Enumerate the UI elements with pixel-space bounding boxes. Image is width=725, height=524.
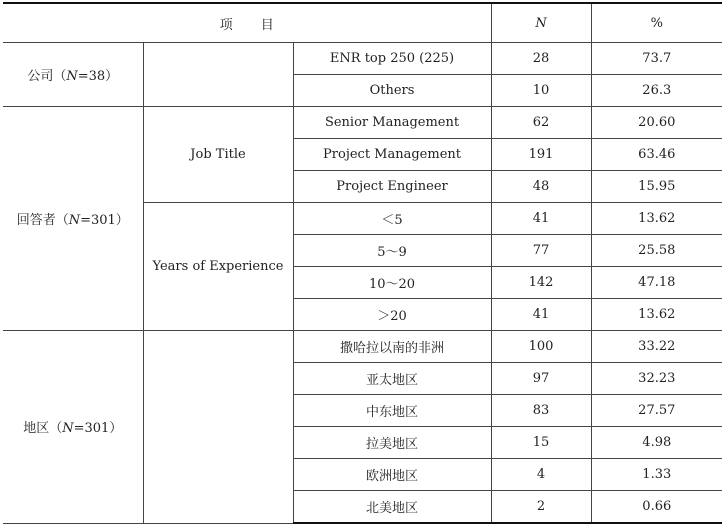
- row-pct: 0.66: [591, 491, 722, 524]
- row-item: Project Management: [293, 139, 491, 171]
- header-row: [3, 3, 722, 43]
- header-n: N: [491, 3, 591, 43]
- row-item: ENR top 250 (225): [293, 43, 491, 75]
- row-n: 83: [491, 395, 591, 427]
- row-pct: 13.62: [591, 299, 722, 331]
- row-item: 10～20: [293, 267, 491, 299]
- row-pct: 63.46: [591, 139, 722, 171]
- row-pct: 32.23: [591, 363, 722, 395]
- row-item: 5～9: [293, 235, 491, 267]
- row-item: Senior Management: [293, 107, 491, 139]
- row-pct: 47.18: [591, 267, 722, 299]
- region-subgroup-empty: [143, 331, 293, 524]
- row-item: 中东地区: [293, 395, 491, 427]
- row-item: 撒哈拉以南的非洲: [293, 331, 491, 363]
- job-title-label: Job Title: [143, 107, 293, 203]
- table-row: [3, 331, 722, 363]
- row-n: 41: [491, 203, 591, 235]
- row-pct: 4.98: [591, 427, 722, 459]
- row-n: 142: [491, 267, 591, 299]
- row-pct: 25.58: [591, 235, 722, 267]
- row-n: 28: [491, 43, 591, 75]
- row-pct: 1.33: [591, 459, 722, 491]
- row-n: 41: [491, 299, 591, 331]
- row-pct: 33.22: [591, 331, 722, 363]
- experience-label: Years of Experience: [143, 203, 293, 331]
- row-item: 拉美地区: [293, 427, 491, 459]
- row-item: Project Engineer: [293, 171, 491, 203]
- row-item: 亚太地区: [293, 363, 491, 395]
- row-pct: 73.7: [591, 43, 722, 75]
- row-n: 97: [491, 363, 591, 395]
- row-n: 10: [491, 75, 591, 107]
- row-item: ＞20: [293, 299, 491, 331]
- header-pct: %: [591, 3, 722, 43]
- row-n: 15: [491, 427, 591, 459]
- region-group-label: 地区（N=301）: [3, 331, 143, 524]
- row-item: 北美地区: [293, 491, 491, 524]
- table-row: [3, 107, 722, 139]
- header-item: 项目: [3, 3, 491, 43]
- respondents-group-label: 回答者（N=301）: [3, 107, 143, 331]
- row-pct: 27.57: [591, 395, 722, 427]
- row-pct: 20.60: [591, 107, 722, 139]
- row-item: ＜5: [293, 203, 491, 235]
- row-n: 191: [491, 139, 591, 171]
- row-n: 62: [491, 107, 591, 139]
- row-pct: 15.95: [591, 171, 722, 203]
- row-item: 欧洲地区: [293, 459, 491, 491]
- row-item: Others: [293, 75, 491, 107]
- company-subgroup-empty: [143, 43, 293, 107]
- row-n: 100: [491, 331, 591, 363]
- row-n: 4: [491, 459, 591, 491]
- row-pct: 13.62: [591, 203, 722, 235]
- company-group-label: 公司（N=38）: [3, 43, 143, 107]
- row-pct: 26.3: [591, 75, 722, 107]
- survey-sample-table: [3, 2, 722, 524]
- row-n: 48: [491, 171, 591, 203]
- table-row: [3, 43, 722, 75]
- row-n: 77: [491, 235, 591, 267]
- row-n: 2: [491, 491, 591, 524]
